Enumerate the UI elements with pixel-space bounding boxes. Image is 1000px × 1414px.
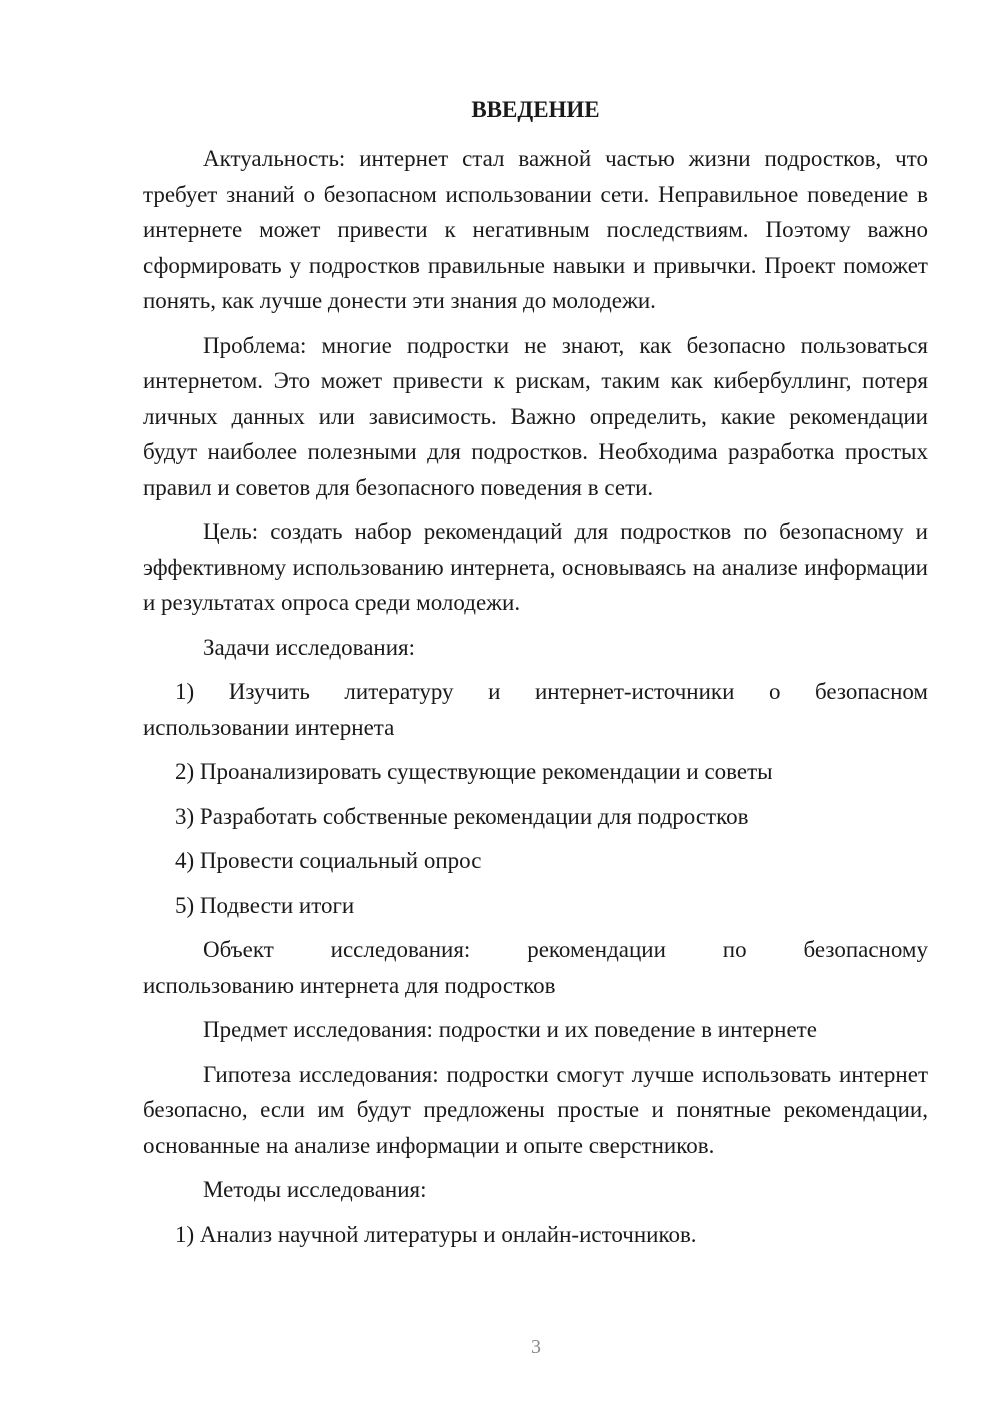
object-paragraph-line-1: Объект исследования: рекомендации по безопасному [203,937,928,962]
relevance-paragraph: Актуальность: интернет стал важной частью жизни подростков, что требует знаний о безопасном использовании сети. Неправильное поведение в интернете может привести к негативным последствиям. Поэтому важно сформировать у подростков правильные навыки и привычки. Проект поможет понять, как лучше донести эти знания до молодежи. [143,146,928,313]
goal-paragraph: Цель: создать набор рекомендаций для подростков по безопасному и эффективному использованию интернета, основываясь на анализе информации и результатах опроса среди молодежи. [143,519,928,615]
task-item-1-line-2: использовании интернета [143,714,395,740]
subject-paragraph: Предмет исследования: подростки и их поведение в интернете [203,1017,817,1042]
task-item-5: 5) Подвести итоги [175,892,355,918]
task-item-1-line-1: 1) Изучить литературу и интернет-источники о безопасном [175,679,928,704]
hypothesis-paragraph: Гипотеза исследования: подростки смогут лучше использовать интернет безопасно, если им будут предложены простые и понятные рекомендации, основанные на анализе информации и опыте сверстников. [143,1061,928,1158]
tasks-heading: Задачи исследования: [203,634,416,660]
page-title: ВВЕДЕНИЕ [471,97,600,122]
page-content [143,95,928,1261]
task-item-2: 2) Проанализировать существующие рекомендации и советы [175,759,773,784]
task-item-4: 4) Провести социальный опрос [175,848,482,873]
methods-heading: Методы исследования: [203,1177,427,1202]
page-number: 3 [531,1336,541,1358]
method-item-1: 1) Анализ научной литературы и онлайн-источников. [175,1221,697,1247]
problem-paragraph: Проблема: многие подростки не знают, как безопасно пользоваться интернетом. Это может привести к рискам, таким как кибербуллинг, потеря личных данных или зависимость. Важно определить, какие рекомендации будут наиболее полезными для подростков. Необходима разработка простых правил и советов для безопасного поведения в сети. [143,332,928,500]
object-paragraph-line-2: использованию интернета для подростков [143,972,556,998]
task-item-3: 3) Разработать собственные рекомендации для подростков [175,803,749,829]
